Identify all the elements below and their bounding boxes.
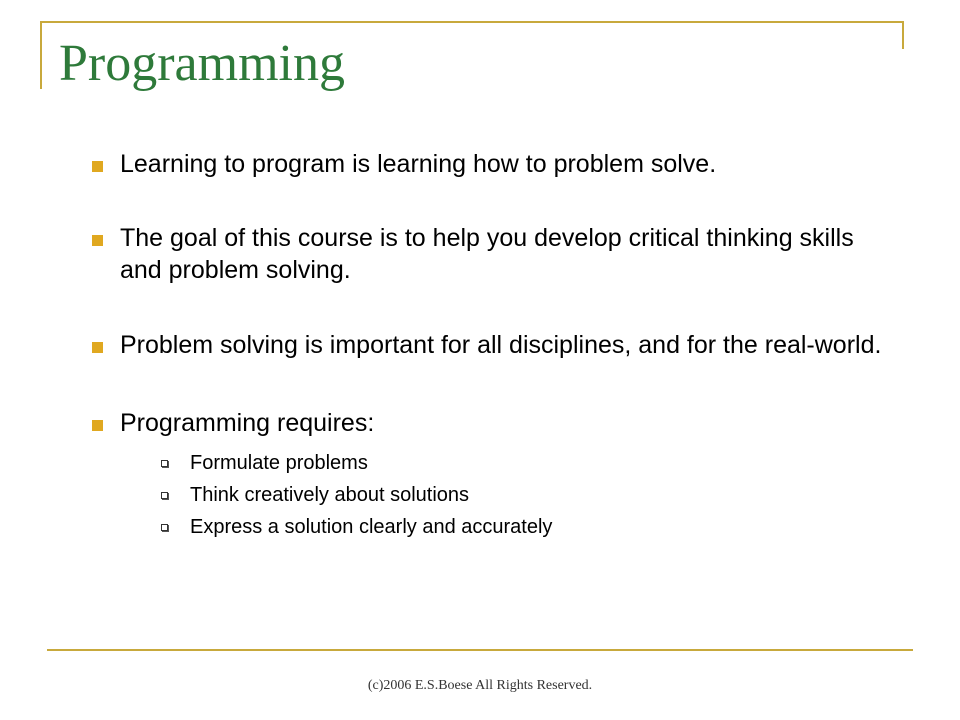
bullet-text: Learning to program is learning how to problem solve. <box>120 150 717 178</box>
bullet-item <box>90 329 890 361</box>
checkbox-bullet-icon <box>161 492 168 499</box>
bullet-item <box>90 407 890 543</box>
frame-bottom-line <box>47 649 913 651</box>
checkbox-bullet-icon <box>161 524 168 531</box>
sub-bullet-item <box>120 511 890 543</box>
sub-bullet-text: Think creatively about solutions <box>190 484 470 506</box>
bullet-text: Programming requires: <box>120 409 375 437</box>
bullet-item <box>90 148 890 180</box>
bullet-item <box>90 222 890 286</box>
square-bullet-icon <box>92 342 103 353</box>
frame-right-line <box>902 21 904 49</box>
bullet-text: Problem solving is important for all disciplines, and for the real-world. <box>120 331 882 359</box>
square-bullet-icon <box>92 420 103 431</box>
bullet-list <box>90 148 890 543</box>
copyright-footer: (c)2006 E.S.Boese All Rights Reserved. <box>367 678 593 693</box>
sub-bullet-item <box>120 447 890 479</box>
sub-bullet-text: Formulate problems <box>190 452 368 474</box>
sub-bullet-text: Express a solution clearly and accurately <box>190 516 553 538</box>
square-bullet-icon <box>92 235 103 246</box>
sub-bullet-item <box>120 479 890 511</box>
frame-left-line <box>40 21 42 89</box>
sub-bullet-list <box>120 447 890 543</box>
checkbox-bullet-icon <box>161 460 168 467</box>
square-bullet-icon <box>92 161 103 172</box>
frame-top-line <box>40 21 904 23</box>
slide-title: Programming <box>59 35 345 92</box>
bullet-text: The goal of this course is to help you develop critical thinking skills and problem solving. <box>120 224 854 284</box>
